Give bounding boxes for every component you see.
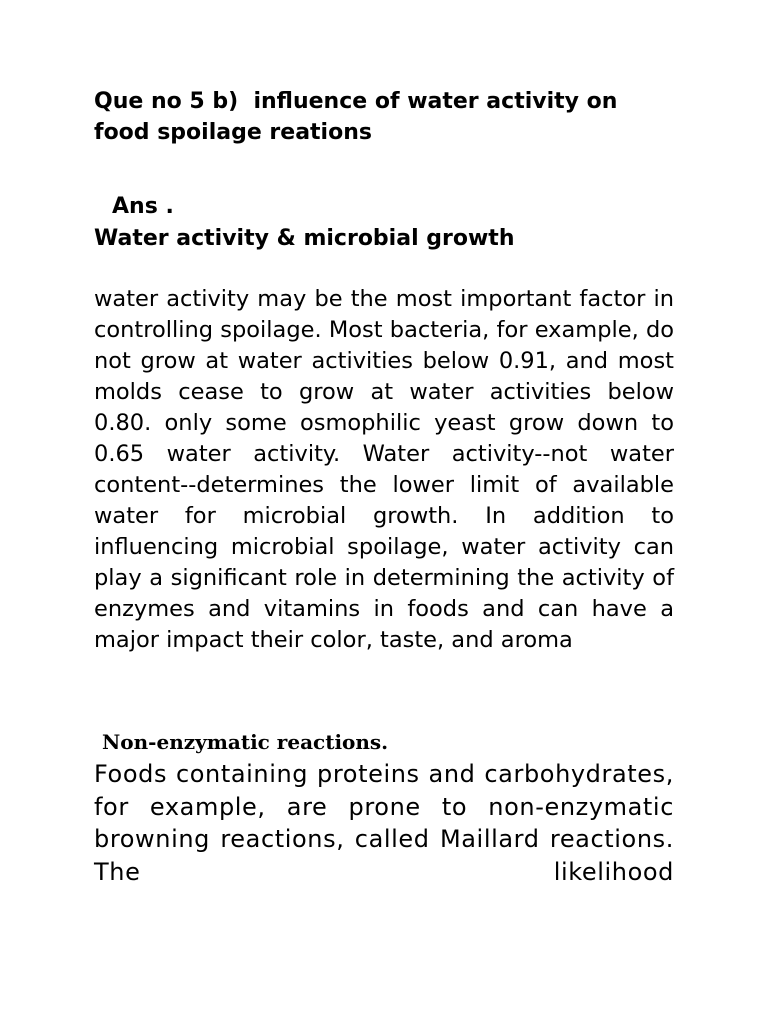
section-title: Water activity & microbial growth [94, 226, 515, 251]
answer-label: Ans . [112, 194, 174, 219]
non-enzymatic-paragraph: Foods containing proteins and carbohydrates, for example, are prone to non-enzymatic browning reactions, called Maillard reactions. The likelihood [94, 760, 674, 886]
non-enzymatic-heading: Non-enzymatic reactions. [102, 730, 389, 754]
document-page [94, 86, 674, 888]
question-heading: Que no 5 b) influence of water activity on food spoilage reations [94, 89, 626, 145]
water-activity-paragraph: water activity may be the most important factor in controlling spoilage. Most bacteria, for example, do not grow at water activities below 0.91, and most molds cease to grow at water activities below 0.80. only some osmophilic yeast grow down to 0.65 water activity. Water activity--not water content--determines the lower limit of available water for microbial growth. In addition to influencing microbial spoilage, water activity can play a significant role in determining the activity of enzymes and vitamins in foods and can have a major impact their color, taste, and aroma [94, 286, 674, 653]
